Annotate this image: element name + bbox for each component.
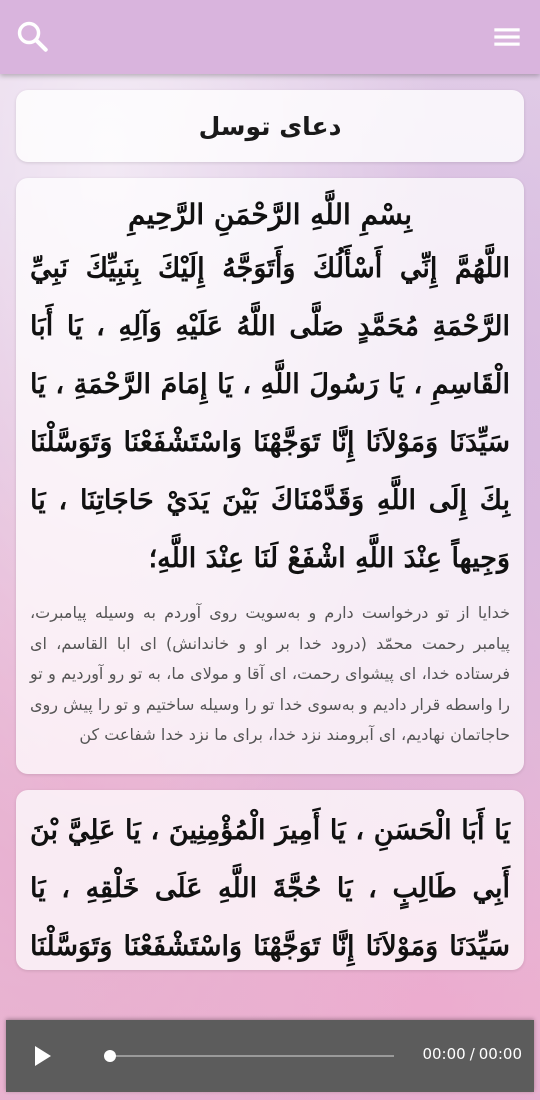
basmala-text: بِسْمِ اللَّهِ الرَّحْمَنِ الرَّحِيمِ (128, 198, 412, 231)
time-display (422, 1045, 522, 1063)
time-separator: / (469, 1045, 475, 1063)
search-icon (14, 18, 52, 56)
menu-button[interactable] (488, 18, 526, 56)
play-button[interactable] (30, 1044, 54, 1068)
page-title: دعای توسل (198, 111, 342, 141)
audio-player (6, 1020, 534, 1092)
prayer-section-card (16, 178, 524, 774)
title-card (16, 90, 524, 162)
current-time: 00:00 (422, 1045, 466, 1063)
arabic-text: يَا أَبَا الْحَسَنِ ، يَا أَمِيرَ الْمُؤْمِنِينَ ، يَا عَلِيَّ بْنَ أَبِي طَالِبٍ ، يَا حُجَّةَ اللَّهِ عَلَى خَلْقِهِ ، يَا سَيِّدَنَا وَمَوْلاَنَا إِنَّا تَوَجَّهْنَا وَاسْتَشْفَعْنَا وَتَوَسَّلْنَا (30, 815, 510, 962)
prayer-section-card (16, 790, 524, 970)
arabic-text: اللَّهُمَّ إِنِّي أَسْأَلُكَ وَأَتَوَجَّهُ إِلَيْكَ بِنَبِيِّكَ نَبِيِّ الرَّحْمَةِ مُحَمَّدٍ صَلَّى اللَّهُ عَلَيْهِ وَآلِهِ ، يَا أَبَا الْقَاسِمِ ، يَا رَسُولَ اللَّهِ ، يَا إِمَامَ الرَّحْمَةِ ، يَا سَيِّدَنَا وَمَوْلاَنَا إِنَّا تَوَجَّهْنَا وَاسْتَشْفَعْنَا وَتَوَسَّلْنَا بِكَ إِلَى اللَّهِ وَقَدَّمْنَاكَ بَيْنَ يَدَيْ حَاجَاتِنَا ، يَا وَجِيهاً عِنْدَ اللَّهِ اشْفَعْ لَنَا عِنْدَ اللَّهِ؛ (30, 253, 510, 574)
persian-translation: خدایا از تو درخواست دارم و به‌سویت روی آوردم به وسیله پیامبرت، پیامبر رحمت محمّد (درود خدا بر او و خاندانش) ای ابا القاسم، ای فرستاده خدا، ای پیشوای رحمت، ای آقا و مولای ما، به تو رو آوردیم و تو را واسطه قرار دادیم و به‌سوی خدا تو را وسیله ساختیم و تو را پیش روی حاجاتمان نهادیم، ای آبرومند نزد خدا، برای ما نزد خدا شفاعت کن (30, 603, 510, 744)
menu-icon (488, 18, 526, 56)
seek-thumb[interactable] (104, 1050, 116, 1062)
total-time: 00:00 (478, 1045, 522, 1063)
app-bar (0, 0, 540, 74)
search-button[interactable] (14, 18, 52, 56)
seek-bar[interactable] (110, 1055, 394, 1057)
play-icon (30, 1044, 54, 1068)
